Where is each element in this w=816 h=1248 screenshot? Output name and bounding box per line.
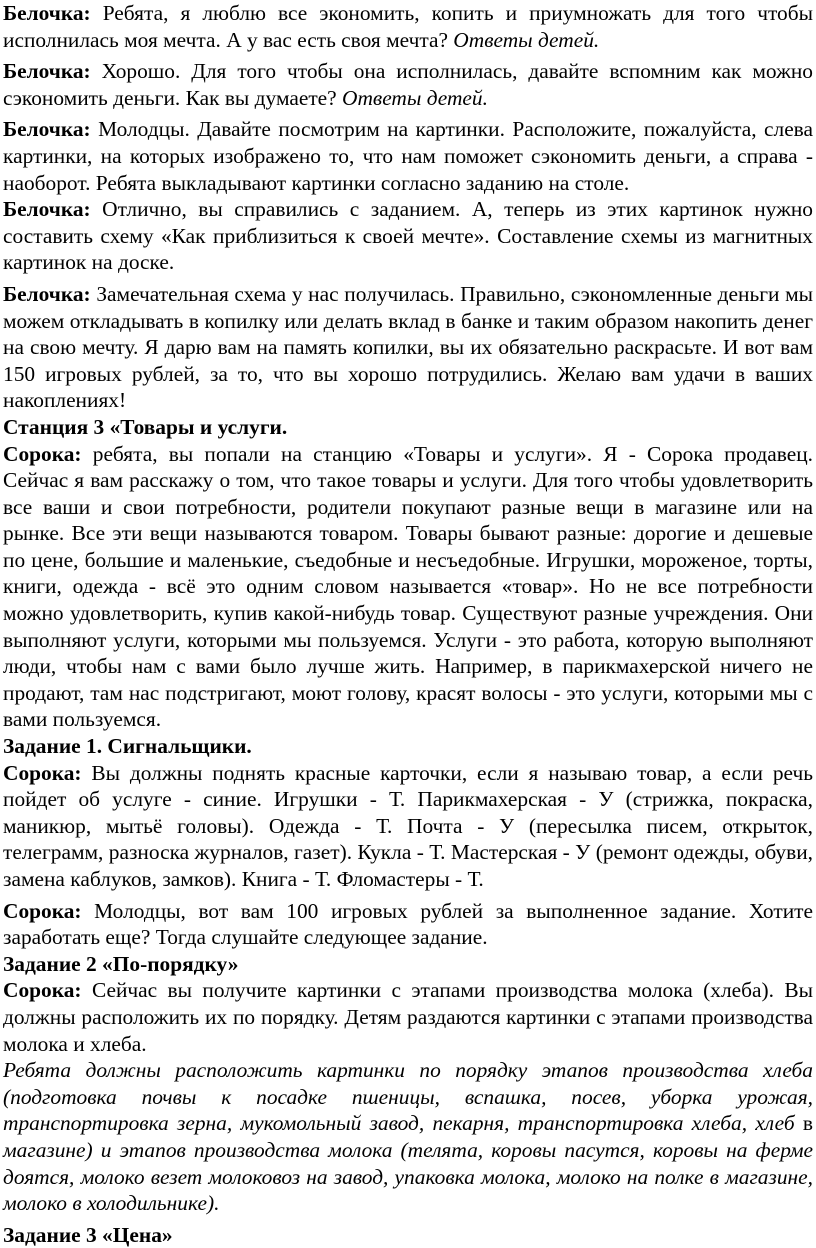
speaker-name: Белочка: [3, 59, 91, 84]
stage-note: Ответы детей. [342, 85, 488, 110]
speech-text: Замечательная схема у нас получилась. Правильно, сэкономленные деньги мы можем откладывать в копилку или делать вклад в банке и таким образом накопить денег на свою мечту. Я дарю вам на память копилки, вы их обязательно раскрасьте. И вот вам 150 игровых рублей, за то, что вы хорошо потрудились. Желаю вам удачи в ваших накоплениях! [3, 281, 813, 413]
dialogue-paragraph [3, 196, 813, 276]
speech-text: Молодцы. Давайте посмотрим на картинки. Расположите, пожалуйста, слева картинки, на которых изображено то, что нам поможет сэкономить деньги, а справа - наоборот. Ребята выкладывают картинки согласно заданию на столе. [3, 117, 813, 195]
instruction-paragraph [3, 1057, 813, 1217]
speech-text: Ребята, я люблю все экономить, копить и приумножать для того чтобы исполнилась моя мечта. А у вас есть своя мечта? [3, 1, 813, 52]
speech-text: Сейчас вы получите картинки с этапами производства молока (хлеба). Вы должны расположить их по порядку. Детям раздаются картинки с этапами производства молока и хлеба. [3, 978, 813, 1056]
section-heading: Задание 1. Сигнальщики. [3, 734, 252, 759]
instruction-text: магазине) и этапов производства молока (телята, коровы пасутся, коровы на ферме доятся, молоко везет молоковоз на завод, упаковка молока, молоко на полке в магазине, молоко в холодильнике). [3, 1137, 813, 1216]
speaker-name: Сорока: [3, 760, 82, 785]
instruction-text: Ребята должны расположить картинки по порядку этапов производства хлеба (подготовка почвы к посадке пшеницы, вспашка, посев, уборка урожая, транспортировка зерна, мукомольный завод, пекарня, транспортировка хлеба, хлеб [3, 1058, 813, 1136]
speech-text: Вы должны поднять красные карточки, если я называю товар, а если речь пойдет об услуге - синие. Игрушки - Т. Парикмахерская - У (стрижка, покраска, маникюр, мытьё головы). Одежда - Т. Почта - У (пересылка писем, открыток, телеграмм, разноска журналов, газет). Кукла - Т. Мастерская - У (ремонт одежды, обуви, замена каблуков, замков). Книга - Т. Фломастеры - Т. [3, 760, 813, 891]
dialogue-paragraph [3, 898, 813, 951]
dialogue-paragraph [3, 441, 813, 734]
section-heading: Станция 3 «Товары и услуги. [3, 414, 288, 439]
speech-text: Отлично, вы справились с заданием. А, теперь из этих картинок нужно составить схему «Как приблизиться к своей мечте». Составление схемы из магнитных картинок на доске. [3, 197, 813, 275]
speech-text: ребята, вы попали на станцию «Товары и услуги». Я - Сорока продавец. Сейчас я вам расскажу о том, что такое товары и услуги. Для того чтобы удовлетворить все ваши и свои потребности, родители покупают разные вещи в магазине или на рынке. Все эти вещи называются товаром. Товары бывают разные: дорогие и дешевые по цене, большие и маленькие, съедобные и несъедобные. Игрушки, мороженое, торты, книги, одежда - всё это одним словом называется «товар». Но не все потребности можно удовлетворить, купив какой-нибудь товар. Существуют разные учреждения. Они выполняют услуги, которыми мы пользуемся. Услуги - это работа, которую выполняют люди, чтобы нам с вами было лучше жить. Например, в парикмахерской ничего не продают, там нас подстригают, моют голову, красят волосы - это услуги, которыми мы с вами пользуемся. [3, 441, 813, 732]
instruction-word: в [802, 1111, 813, 1136]
dialogue-paragraph [3, 977, 813, 1057]
speech-text: Молодцы, вот вам 100 игровых рублей за выполненное задание. Хотите заработать еще? Тогда слушайте следующее задание. [3, 898, 813, 950]
dialogue-paragraph [3, 760, 813, 893]
dialogue-paragraph [3, 281, 813, 414]
dialogue-paragraph [3, 58, 813, 111]
section-heading: Задание 2 «По-порядку» [3, 951, 239, 976]
dialogue-paragraph [3, 116, 813, 196]
speaker-name: Белочка: [3, 1, 91, 25]
dialogue-paragraph [3, 0, 813, 53]
speaker-name: Сорока: [3, 978, 82, 1003]
stage-note: Ответы детей. [453, 27, 600, 52]
section-heading: Задание 3 «Цена» [3, 1222, 173, 1247]
speaker-name: Белочка: [3, 281, 91, 306]
speaker-name: Белочка: [3, 197, 91, 222]
speaker-name: Белочка: [3, 117, 91, 142]
speaker-name: Сорока: [3, 441, 82, 466]
speech-text: Хорошо. Для того чтобы она исполнилась, давайте вспомним как можно сэкономить деньги. Как вы думаете? [3, 59, 813, 110]
speaker-name: Сорока: [3, 898, 82, 923]
